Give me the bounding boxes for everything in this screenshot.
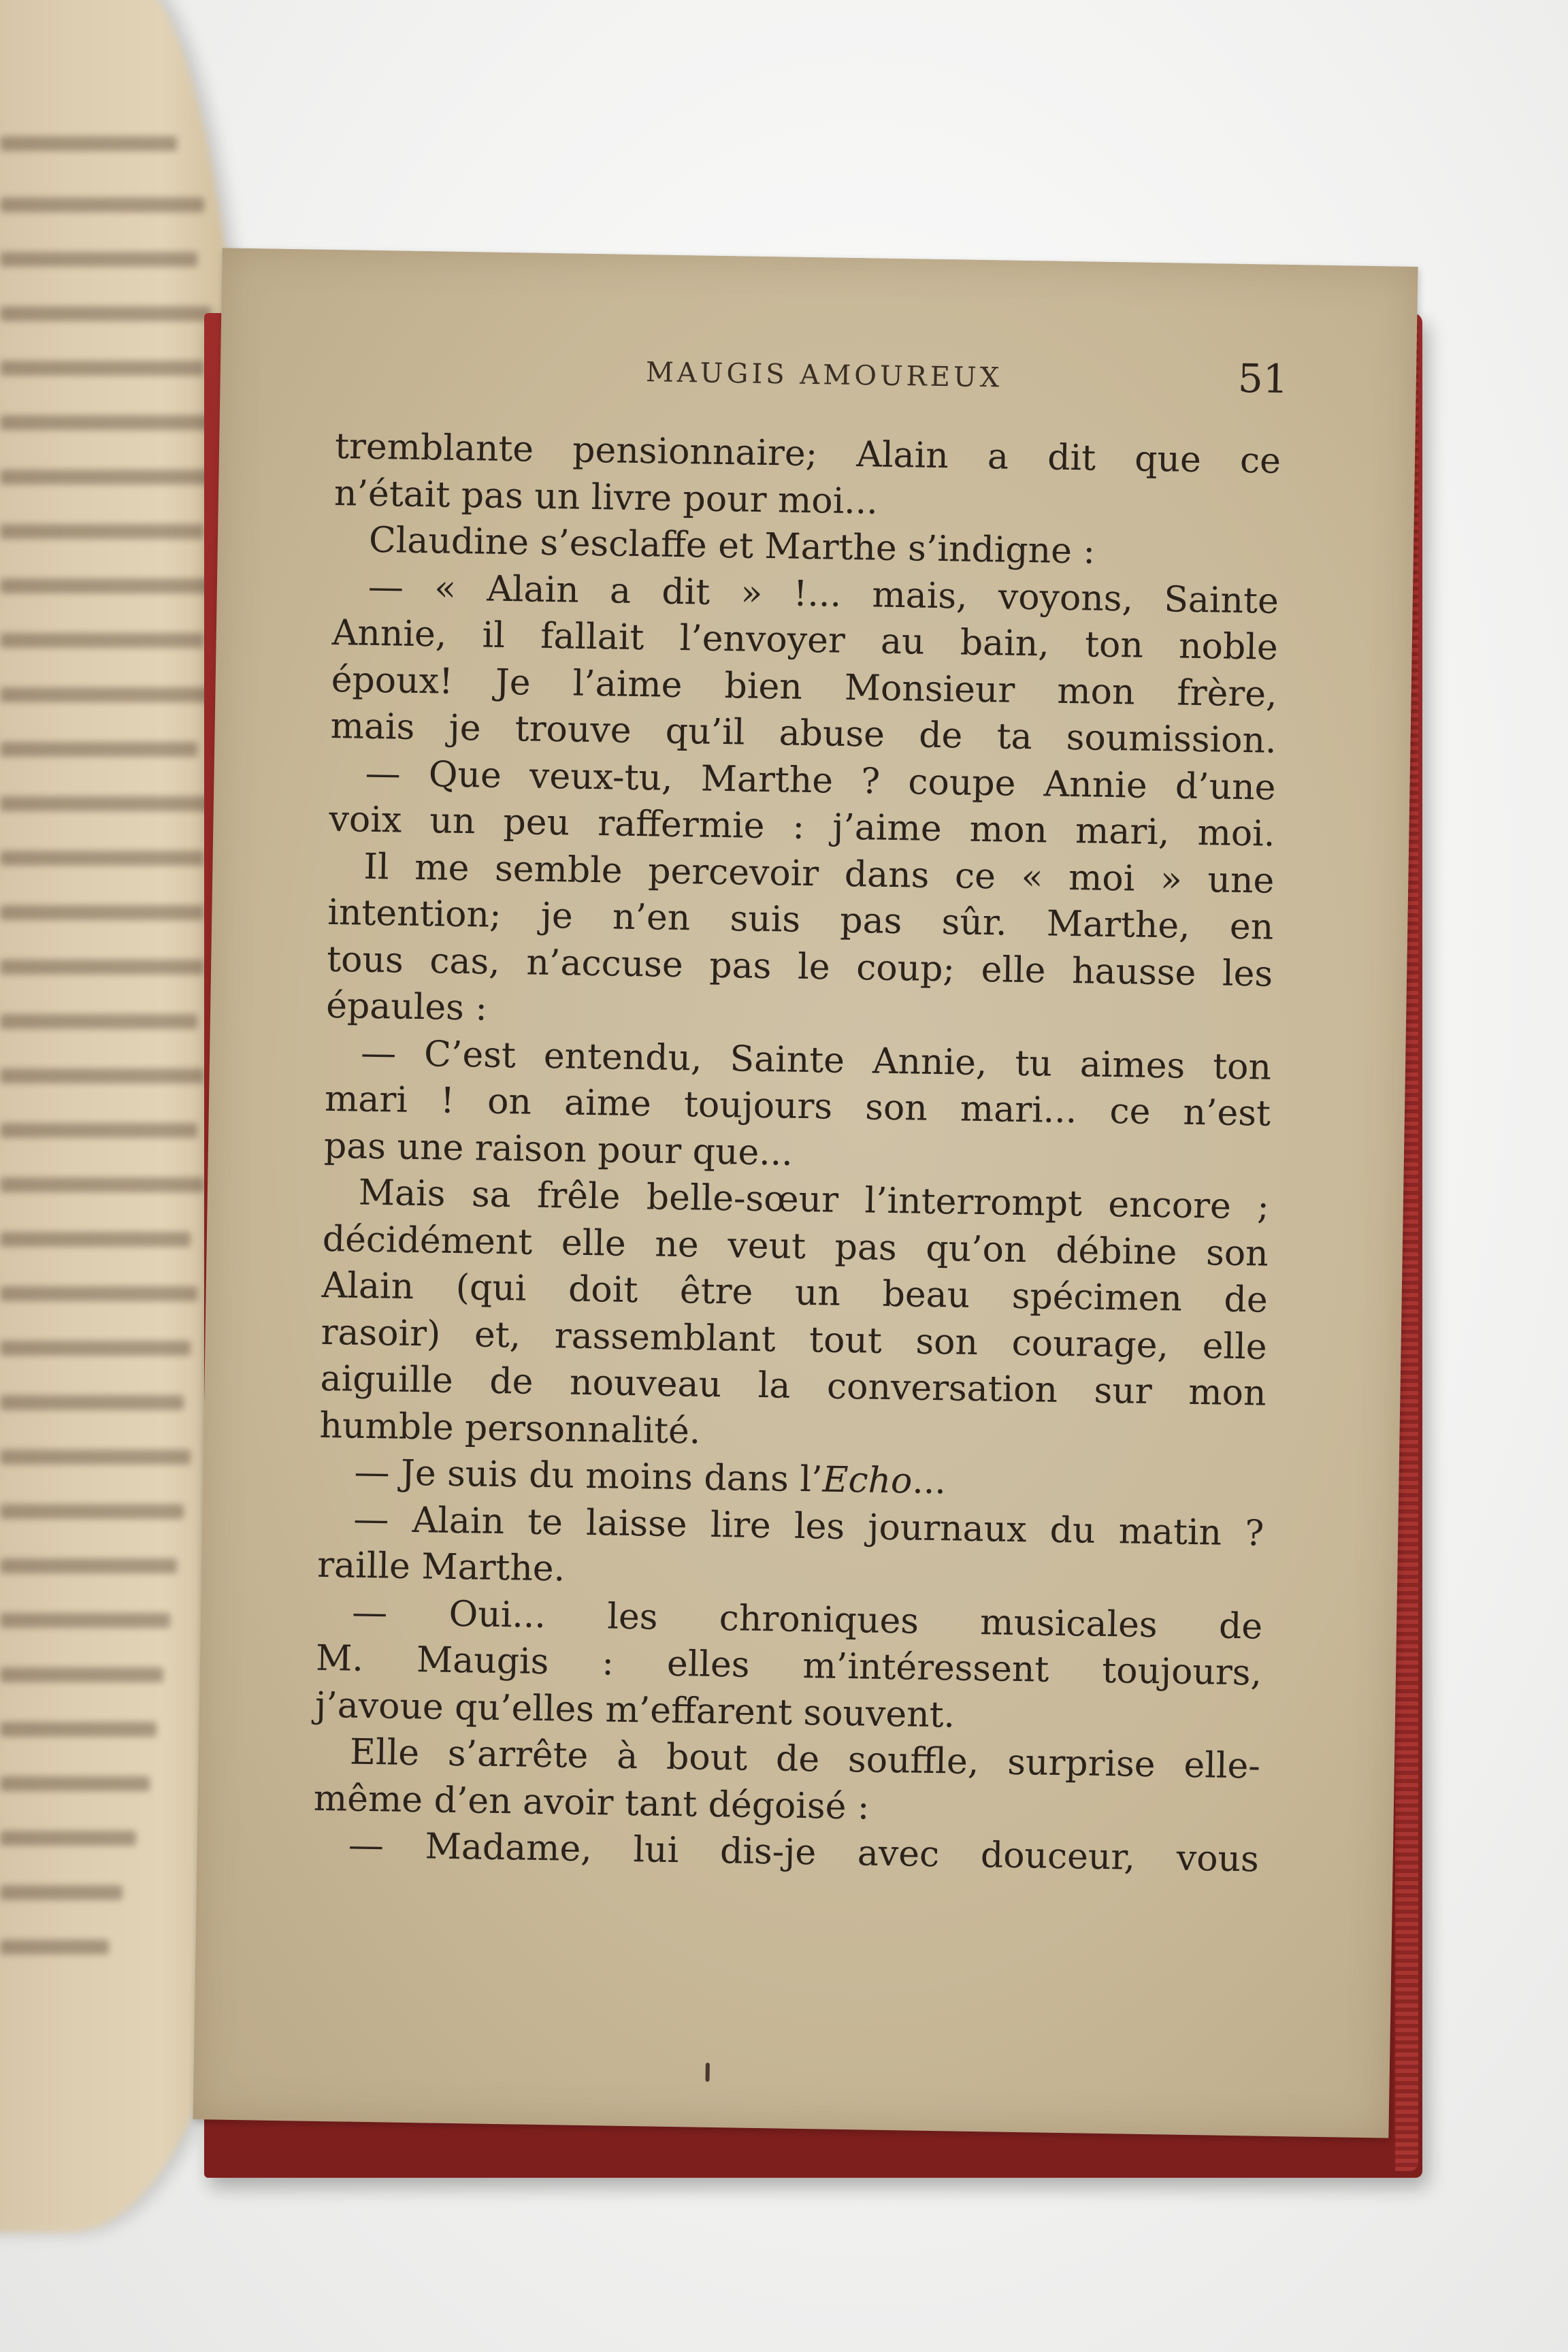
text-line-content: pas une raison pour que... [323, 1125, 794, 1174]
text-line-content: — Je suis du moins dans l’ [353, 1452, 823, 1501]
text-line-content: mais je trouve qu’il abuse de ta soumission. [330, 705, 1277, 762]
text-line-content: — C’est entendu, Sainte Annie, tu aimes ton [360, 1032, 1272, 1088]
text-line-content: — Alain te laisse lire les journaux du matin ? [353, 1499, 1264, 1554]
text-line-content: tremblante pensionnaire; Alain a dit que ce [334, 426, 1281, 482]
text-line-content: Annie, il fallait l’envoyer au bain, ton noble [331, 612, 1279, 668]
text-line-content: j’avoue qu’elles m’effarent souvent. [314, 1684, 956, 1736]
text-line-content: Elle s’arrête à bout de souffle, surprise elle- [349, 1731, 1261, 1787]
italic-title: Echo [822, 1459, 913, 1502]
text-line-content: époux! Je l’aime bien Monsieur mon frère, [331, 659, 1278, 715]
body-text [312, 423, 1281, 1883]
text-line-content: — Madame, lui dis-je avec douceur, vous [348, 1825, 1260, 1880]
page-mark [705, 2063, 709, 2082]
text-line-content: M. Maugis : elles m’intéressent toujours, [315, 1637, 1262, 1694]
text-line-content: tous cas, n’accuse pas le coup; elle hausse les [326, 938, 1273, 995]
text-line-content: Claudine s’esclaffe et Marthe s’indigne : [368, 519, 1096, 572]
text-line-content: Alain (qui doit être un beau spécimen de [321, 1264, 1269, 1321]
text-line-tail: ... [911, 1460, 947, 1503]
text-line-content: — Que veux-tu, Marthe ? coupe Annie d’une [365, 753, 1276, 808]
text-line-content: voix un peu raffermie : j’aime mon mari, moi. [329, 798, 1275, 855]
text-line-content: raille Marthe. [316, 1544, 566, 1590]
text-line-content: rasoir) et, rassemblant tout son courage, elle [321, 1311, 1268, 1368]
running-head [220, 343, 1416, 416]
text-line-content: même d’en avoir tant dégoisé : [313, 1778, 870, 1828]
text-line-content: Mais sa frêle belle-sœur l’interrompt encore ; [358, 1172, 1270, 1228]
text-line-content: épaules : [325, 985, 488, 1029]
page-number: 51 [1237, 355, 1289, 402]
text-line-content: — Oui... les chroniques musicales de [351, 1592, 1263, 1648]
text-line-content: humble personnalité. [319, 1405, 701, 1452]
text-line-content: décidément elle ne veut pas qu’on débine son [322, 1218, 1269, 1275]
text-line-content: n’était pas un livre pour moi... [333, 472, 879, 523]
text-line-content: aiguille de nouveau la conversation sur mon [320, 1358, 1267, 1414]
running-title: MAUGIS AMOUREUX [645, 357, 1003, 394]
text-line-content: mari ! on aime toujours son mari... ce n’est [324, 1078, 1271, 1134]
text-line-content: intention; je n’en suis pas sûr. Marthe, en [327, 892, 1274, 948]
book-page [193, 248, 1418, 2138]
text-line-content: — « Alain a dit » !... mais, voyons, Sainte [368, 566, 1279, 622]
text-line-content: Il me semble percevoir dans ce « moi » une [363, 846, 1275, 902]
